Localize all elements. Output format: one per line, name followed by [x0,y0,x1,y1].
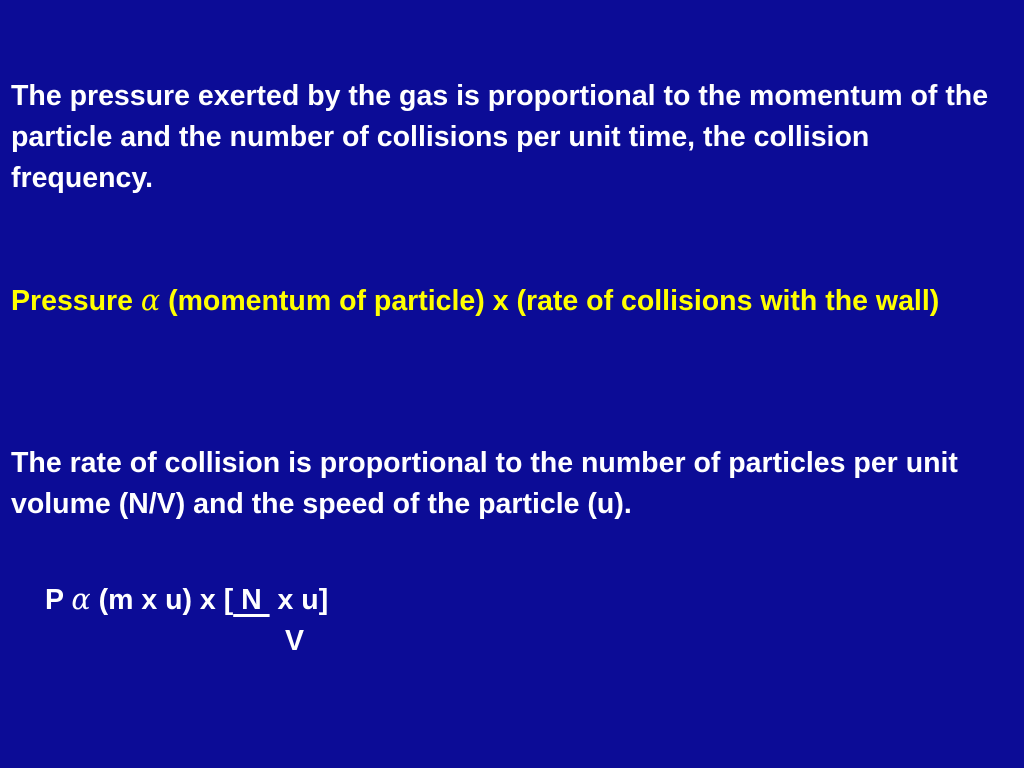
formula-proportional-symbol: α [71,583,91,616]
formula-momentum-term: (m x u) x [ [90,584,234,616]
collision-rate-paragraph: The rate of collision is proportional to the number of particles per unit volume (N/V) and the speed of the particle (u). [11,447,958,520]
pressure-label: Pressure [11,285,141,317]
collision-pressure-paragraph: The pressure exerted by the gas is proportional to the momentum of the particle and the number of collisions per unit time, the collision frequency. [11,80,989,194]
fraction-denominator: V [285,625,305,657]
formula-speed-term: x u] [269,584,329,616]
formula-lhs: P [45,584,72,616]
fraction-numerator: N [233,584,270,616]
proportional-symbol: α [140,284,161,317]
pressure-proportionality-statement [11,280,1015,322]
pressure-formula [45,580,328,620]
proportionality-terms: (momentum of particle) x (rate of collisions with the wall) [160,285,940,317]
